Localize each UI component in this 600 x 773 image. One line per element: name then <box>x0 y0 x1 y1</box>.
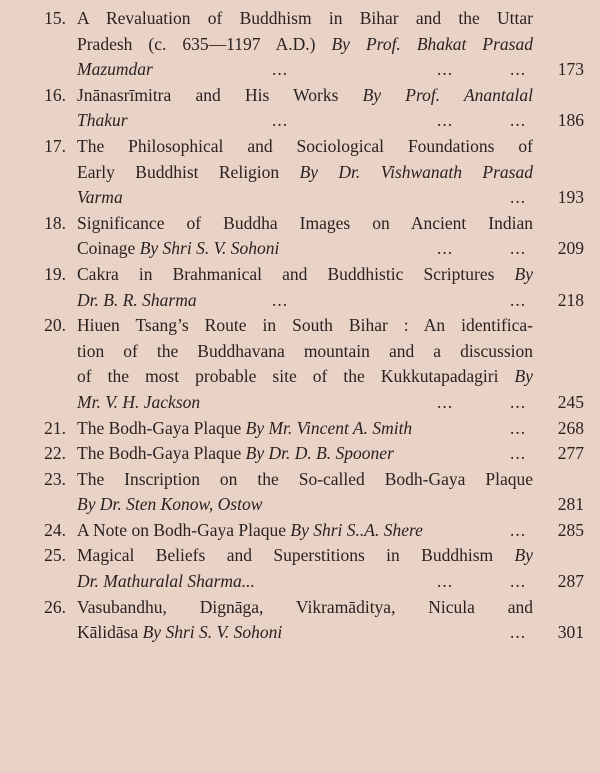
toc-entry-23[interactable] <box>0 467 600 518</box>
entry-title-line: Hiuen Tsang’s Route in South Bihar : An identifica- <box>77 315 533 336</box>
leader-dots: ... <box>437 238 454 259</box>
leader-dots: ... <box>510 238 527 259</box>
entry-number: 26. <box>44 596 66 617</box>
entry-title-line: Significance of Buddha Images on Ancient Indian <box>77 212 533 233</box>
entry-title-line: Jnānasrīmitra and His Works By Prof. Anantalal <box>77 84 533 105</box>
entry-number: 23. <box>44 468 66 489</box>
entry-page-number: 281 <box>557 494 584 515</box>
toc-entry-17[interactable] <box>0 134 600 211</box>
entry-author: Dr. Mathuralal Sharma... <box>77 571 255 592</box>
entry-number: 20. <box>44 315 66 336</box>
leader-dots: ... <box>510 519 527 540</box>
entry-last-line <box>77 108 533 134</box>
toc-entry-19[interactable] <box>0 262 600 313</box>
entry-page-number: 186 <box>557 110 584 131</box>
leader-dots: ... <box>510 443 527 464</box>
entry-author: Mazumdar <box>77 59 153 80</box>
entry-last-line: Kālidāsa By Shri S. V. Sohoni ... <box>77 620 533 646</box>
toc-entry-21[interactable] <box>0 416 600 442</box>
toc-entry-25[interactable] <box>0 543 600 594</box>
entry-page-number: 287 <box>557 571 584 592</box>
entry-title-line: The Philosophical and Sociological Foundations of <box>77 135 533 156</box>
entry-page-number: 268 <box>557 417 584 438</box>
toc-entry-20[interactable] <box>0 313 600 415</box>
toc-entry-16[interactable] <box>0 83 600 134</box>
entry-author: By Dr. D. B. Spooner <box>245 443 394 464</box>
entry-last-line <box>77 390 533 416</box>
entry-page-number: 285 <box>557 519 584 540</box>
entry-author: Thakur <box>77 110 128 131</box>
leader-dots: ... <box>437 59 454 80</box>
leader-dots: ... <box>437 110 454 131</box>
entry-last-line <box>77 569 533 595</box>
leader-dots: ... <box>272 59 289 80</box>
leader-dots: ... <box>437 391 454 412</box>
entry-author: By Prof. Anantalal <box>362 84 533 105</box>
entry-number: 21. <box>44 417 66 438</box>
leader-dots: ... <box>437 571 454 592</box>
entry-last-line <box>77 288 533 314</box>
leader-dots: ... <box>510 571 527 592</box>
entry-title-line: A Revaluation of Buddhism in Bihar and the Uttar <box>77 8 533 28</box>
entry-last-line: The Bodh-Gaya Plaque By Dr. D. B. Spooner ... <box>77 441 533 467</box>
entry-number: 19. <box>44 263 66 284</box>
entry-title-line: Pradesh (c. 635—1197 A.D.) By Prof. Bhakat Prasad <box>77 33 533 54</box>
toc-entry-15[interactable] <box>0 6 600 83</box>
toc-entry-26[interactable] <box>0 595 600 646</box>
entry-number: 22. <box>44 443 66 464</box>
table-of-contents <box>0 6 600 646</box>
entry-last-line <box>77 57 533 83</box>
entry-author: By Shri S..A. Shere <box>290 519 423 540</box>
entry-page-number: 245 <box>557 391 584 412</box>
entry-last-line <box>77 185 533 211</box>
entry-last-line: Coinage By Shri S. V. Sohoni ... ... <box>77 236 533 262</box>
leader-dots: ... <box>510 622 527 643</box>
entry-number: 15. <box>44 8 66 28</box>
entry-page-number: 277 <box>557 443 584 464</box>
leader-dots: ... <box>510 59 527 80</box>
entry-page-number: 209 <box>557 238 584 259</box>
entry-author: By Dr. Vishwanath Prasad <box>299 161 533 182</box>
entry-title-line: Cakra in Brahmanical and Buddhistic Scriptures By <box>77 263 533 284</box>
entry-last-line: A Note on Bodh-Gaya Plaque By Shri S..A. Shere ... <box>77 518 533 544</box>
entry-author: By Shri S. V. Sohoni <box>142 622 283 643</box>
entry-last-line: The Bodh-Gaya Plaque By Mr. Vincent A. Smith ... <box>77 416 533 442</box>
entry-author: By Mr. Vincent A. Smith <box>245 417 413 438</box>
entry-author: By Dr. Sten Konow, Ostow <box>77 494 263 515</box>
entry-page-number: 301 <box>557 622 584 643</box>
entry-page-number: 193 <box>557 187 584 208</box>
entry-author: By <box>514 545 533 566</box>
entry-page-number: 173 <box>557 59 584 80</box>
entry-author: By <box>514 366 533 387</box>
leader-dots: ... <box>510 110 527 131</box>
entry-number: 24. <box>44 519 66 540</box>
entry-number: 18. <box>44 212 66 233</box>
entry-author: By Prof. Bhakat Prasad <box>331 33 533 54</box>
entry-number: 16. <box>44 84 66 105</box>
entry-page-number: 218 <box>557 289 584 310</box>
entry-author: Mr. V. H. Jackson <box>77 391 201 412</box>
leader-dots: ... <box>510 187 527 208</box>
toc-entry-18[interactable] <box>0 211 600 262</box>
entry-author: By Shri S. V. Sohoni <box>139 238 280 259</box>
entry-author: Dr. B. R. Sharma <box>77 289 197 310</box>
entry-number: 17. <box>44 135 66 156</box>
leader-dots: ... <box>510 289 527 310</box>
entry-number: 25. <box>44 545 66 566</box>
entry-title-line: The Inscription on the So-called Bodh-Gaya Plaque <box>77 468 533 489</box>
entry-author: By <box>514 263 533 284</box>
toc-entry-24[interactable] <box>0 518 600 544</box>
entry-title-line: tion of the Buddhavana mountain and a discussion <box>77 340 533 361</box>
leader-dots: ... <box>510 417 527 438</box>
entry-author: Varma <box>77 187 123 208</box>
leader-dots: ... <box>272 289 289 310</box>
entry-title-line: Vasubandhu, Dignāga, Vikramāditya, Nicula and <box>77 596 533 617</box>
entry-last-line <box>77 492 533 518</box>
entry-title-line: of the most probable site of the Kukkutapadagiri By <box>77 366 533 387</box>
toc-entry-22[interactable] <box>0 441 600 467</box>
entry-title-line: Early Buddhist Religion By Dr. Vishwanath Prasad <box>77 161 533 182</box>
leader-dots: ... <box>510 391 527 412</box>
entry-title-line: Magical Beliefs and Superstitions in Buddhism By <box>77 545 533 566</box>
leader-dots: ... <box>272 110 289 131</box>
